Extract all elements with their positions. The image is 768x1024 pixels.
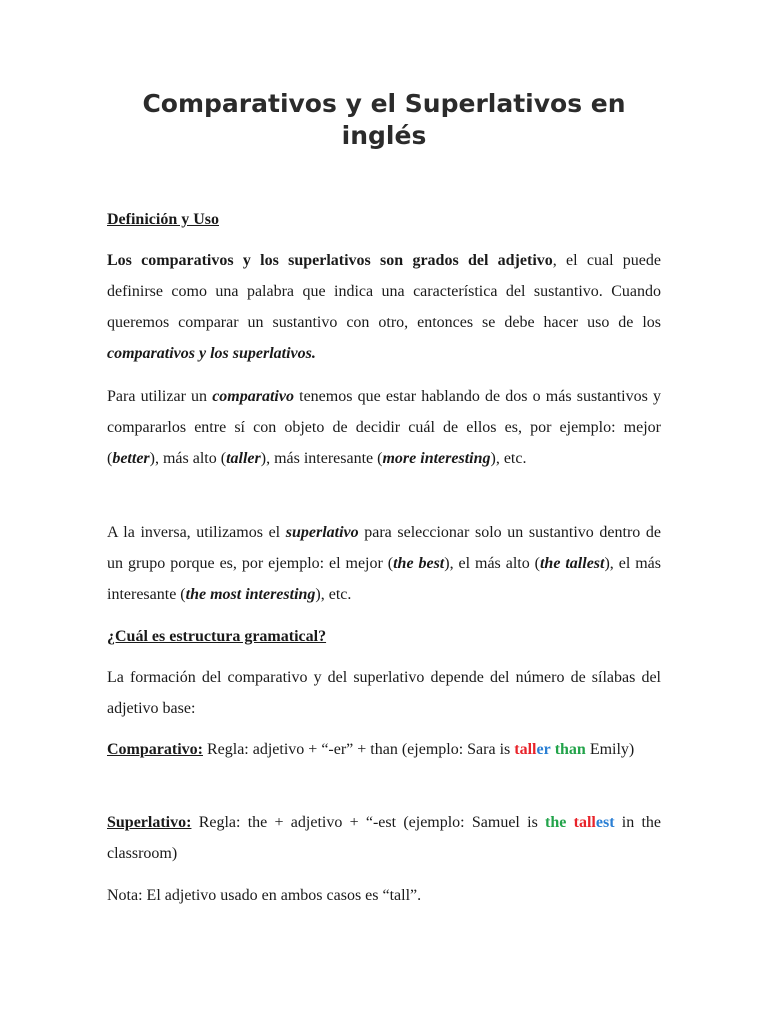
bold-definition-text: Los comparativos y los superlativos son grados del adjetivo [107, 252, 553, 269]
label-superlativo: Superlativo: [107, 814, 192, 831]
definition-text: , el cual puede definirse como una palabra que indica una característica del sustantivo. Cuando queremos comparar un sustantivo con otro, entonces se debe hacer uso de los [107, 252, 661, 331]
comparativo-text-2: tenemos que estar hablando de dos o más sustantivos y compararlos entre sí con objeto de decidir cuál de ellos es, por ejemplo: mejor ( [107, 388, 661, 467]
comparativo-text-1: Para utilizar un [107, 388, 213, 405]
word-root-tall: tall [514, 741, 537, 758]
superlativo-text-5: ), etc. [315, 586, 352, 603]
term-comparativo: comparativo [212, 388, 294, 405]
paragraph-formacion: La formación del comparativo y del superlativo depende del número de sílabas del adjetivo base: [107, 669, 661, 717]
rule-comparativo-text-1: Regla: adjetivo + “-er” + than (ejemplo: Sara is [202, 741, 515, 758]
example-taller: taller [226, 450, 261, 467]
bold-italic-term: comparativos y los superlativos. [107, 345, 316, 362]
rule-comparativo-text-2: Emily) [585, 741, 635, 758]
rule-comparativo [107, 734, 661, 765]
word-root-tall-superlative: tall [573, 814, 596, 831]
document-title: Comparativos y el Superlativos en inglés [142, 89, 626, 150]
section-heading-estructura: ¿Cuál es estructura gramatical? [107, 628, 327, 645]
superlativo-text-4: ), el más interesante ( [107, 555, 661, 603]
word-the: the [545, 814, 567, 831]
paragraph-nota: Nota: El adjetivo usado en ambos casos es “tall”. [107, 887, 422, 904]
label-comparativo: Comparativo: [107, 741, 203, 758]
rule-superlativo-text-1: Regla: the + adjetivo + “-est (ejemplo: Samuel is [191, 814, 546, 831]
suffix-est: est [595, 814, 615, 831]
comparativo-text-5: ), etc. [490, 450, 527, 467]
paragraph-definicion [107, 245, 661, 369]
section-heading-definicion: Definición y Uso [107, 211, 219, 228]
rule-superlativo [107, 807, 661, 869]
example-the-tallest: the tallest [539, 555, 605, 572]
paragraph-superlativo [107, 517, 661, 610]
paragraph-comparativo [107, 381, 661, 474]
example-better: better [112, 450, 150, 467]
comparativo-text-4: ), más interesante ( [260, 450, 383, 467]
rule-superlativo-text-2: in the classroom) [107, 814, 662, 862]
term-superlativo: superlativo [285, 524, 359, 541]
example-more-interesting: more interesting [382, 450, 491, 467]
example-the-most-interesting: the most interesting [185, 586, 316, 603]
superlativo-text-1: A la inversa, utilizamos el [107, 524, 286, 541]
superlativo-text-2: para seleccionar solo un sustantivo dentro de un grupo porque es, por ejemplo: el mejor ( [107, 524, 661, 572]
word-than: than [554, 741, 586, 758]
comparativo-text-3: ), más alto ( [149, 450, 227, 467]
example-the-best: the best [393, 555, 445, 572]
suffix-er: er [536, 741, 551, 758]
superlativo-text-3: ), el más alto ( [444, 555, 540, 572]
